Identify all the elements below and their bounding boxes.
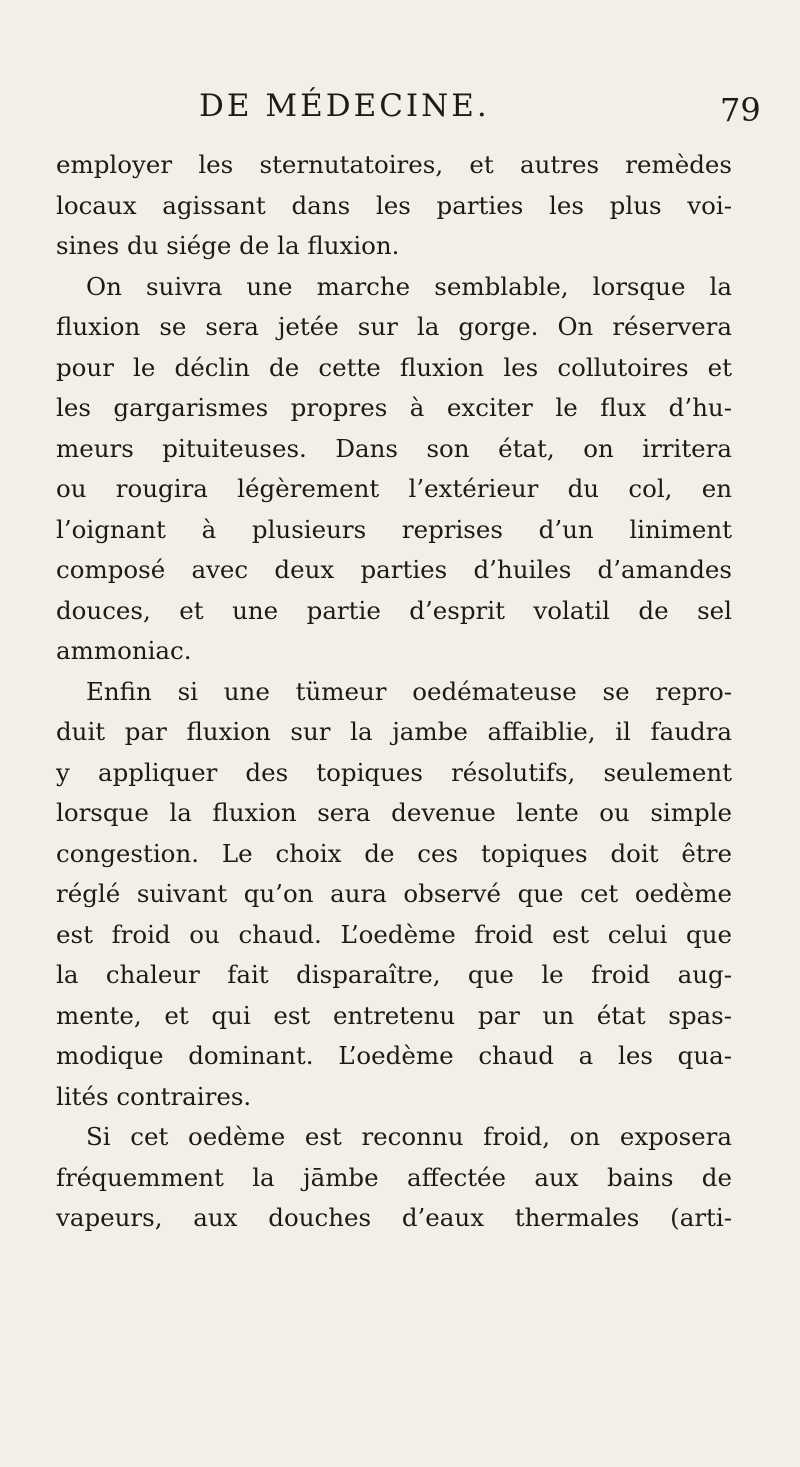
text-line: pour le déclin de cette fluxion les collutoires et bbox=[56, 352, 732, 382]
text-line: congestion. Le choix de ces topiques doit être bbox=[56, 838, 732, 868]
text-line: modique dominant. L’oedème chaud a les qua- bbox=[56, 1041, 732, 1070]
text-line: ammoniac. bbox=[56, 636, 192, 665]
running-head bbox=[0, 80, 800, 130]
text-line: vapeurs, aux douches d’eaux thermales (arti- bbox=[56, 1203, 732, 1232]
text-line: sines du siége de la fluxion. bbox=[56, 231, 400, 260]
text-line: les gargarismes propres à exciter le flux d’hu- bbox=[56, 393, 732, 422]
text-line: fluxion se sera jetée sur la gorge. On réservera bbox=[56, 312, 732, 341]
text-line: lités contraires. bbox=[56, 1081, 252, 1111]
text-line: réglé suivant qu’on aura observé que cet oedème bbox=[56, 879, 732, 908]
text-line: duit par fluxion sur la jambe affaiblie, il faudra bbox=[56, 717, 732, 746]
text-line: fréquemment la jāmbe affectée aux bains de bbox=[56, 1162, 732, 1192]
text-line: meurs pituiteuses. Dans son état, on irritera bbox=[56, 433, 732, 463]
text-line: locaux agissant dans les parties les plus voi- bbox=[56, 190, 732, 220]
text-line: On suivra une marche semblable, lorsque la bbox=[86, 271, 732, 301]
text-line: lorsque la fluxion sera devenue lente ou simple bbox=[56, 798, 732, 827]
text-line: Si cet oedème est reconnu froid, on exposera bbox=[86, 1122, 732, 1151]
text-line: ou rougira légèrement l’extérieur du col, en bbox=[56, 474, 732, 503]
page-number: 79 bbox=[720, 91, 761, 129]
text-line: employer les sternutatoires, et autres remèdes bbox=[56, 150, 732, 179]
text-line: composé avec deux parties d’huiles d’amandes bbox=[56, 555, 732, 584]
text-line: douces, et une partie d’esprit volatil de sel bbox=[56, 595, 732, 625]
text-line: l’oignant à plusieurs reprises d’un liniment bbox=[56, 514, 732, 544]
running-title: DE MÉDECINE. bbox=[199, 88, 490, 124]
text-line: y appliquer des topiques résolutifs, seulement bbox=[56, 757, 732, 787]
text-line: est froid ou chaud. L’oedème froid est celui que bbox=[56, 919, 732, 949]
text-line: Enfin si une tümeur oedémateuse se repro- bbox=[86, 676, 732, 706]
text-line: la chaleur fait disparaître, que le froid aug- bbox=[56, 960, 732, 989]
text-line: mente, et qui est entretenu par un état spas- bbox=[56, 1000, 732, 1030]
body-text bbox=[56, 145, 732, 1239]
